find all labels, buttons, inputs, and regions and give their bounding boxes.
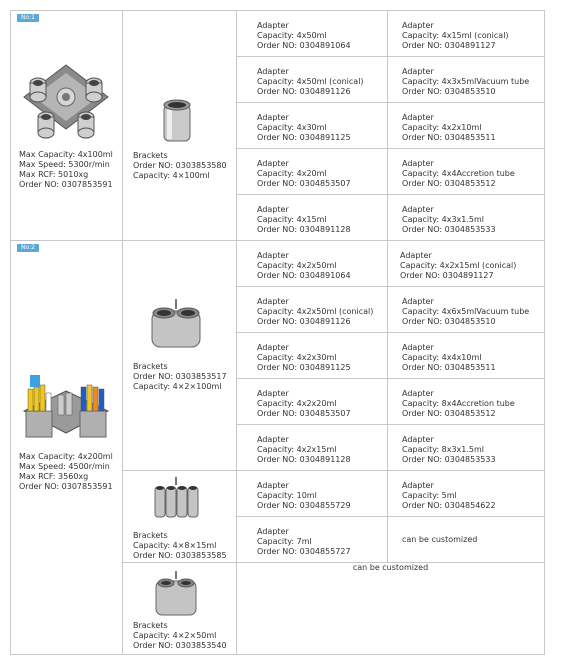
adapter-cell [388, 57, 545, 103]
adapter-label: Adapter [257, 205, 289, 214]
adapter-cell [388, 379, 545, 425]
adapter-order: Order NO: 0304891064 [257, 41, 351, 50]
adapter-label: Adapter [257, 113, 289, 122]
spec-line: Max Speed: 5300r/min [19, 160, 110, 169]
adapter-order: Order NO: 0304891064 [257, 271, 351, 280]
adapter-capacity: Capacity: 7ml [257, 537, 312, 546]
adapter-cell [388, 149, 545, 195]
adapter-capacity: Capacity: 4x50ml [257, 31, 327, 40]
spec-line: Max Capacity: 4x100ml [19, 150, 113, 159]
adapter-label: Adapter [402, 481, 434, 490]
adapter-cell [388, 517, 545, 563]
adapter-cell [388, 333, 545, 379]
bracket-capacity: Capacity: 4×100ml [133, 171, 210, 180]
adapter-capacity: Capacity: 5ml [402, 491, 457, 500]
adapter-capacity: Capacity: 10ml [257, 491, 317, 500]
bracket-capacity: Capacity: 4×2×100ml [133, 382, 222, 391]
adapter-order: Order NO: 0304855727 [257, 547, 351, 556]
adapter-order: Order NO: 0304891125 [257, 363, 351, 372]
spec-line: Order NO: 0307853591 [19, 180, 113, 189]
customized-note: can be customized [352, 563, 429, 572]
adapter-capacity: Capacity: 4x15ml (conical) [402, 31, 509, 40]
product-table [10, 10, 545, 655]
adapter-order: Order NO: 0304891127 [400, 271, 494, 280]
bracket-image [153, 571, 199, 619]
bracket-label: Brackets [133, 621, 168, 630]
adapter-cell [388, 471, 545, 517]
adapter-order: Order NO: 0304891128 [257, 225, 351, 234]
adapter-cell [237, 379, 388, 425]
adapter-label: Adapter [402, 67, 434, 76]
adapter-order: Order NO: 0304854622 [402, 501, 496, 510]
adapter-capacity: Capacity: 4x3x5mlVacuum tube [402, 77, 530, 86]
adapter-label: Adapter [257, 389, 289, 398]
rotor-1-specs [19, 150, 113, 190]
bracket-order: Order NO: 0303853540 [133, 641, 227, 650]
adapter-cell [388, 287, 545, 333]
bracket-label: Brackets [133, 151, 168, 160]
adapter-label: Adapter [402, 113, 434, 122]
adapter-cell [388, 241, 545, 287]
adapter-capacity: Capacity: 4x4Accretion tube [402, 169, 515, 178]
adapter-order: Order NO: 0304891126 [257, 317, 351, 326]
adapter-order: Order NO: 0304853510 [402, 317, 496, 326]
adapter-cell [388, 195, 545, 241]
bracket-label: Brackets [133, 362, 168, 371]
bracket-2-cell [123, 241, 237, 471]
adapter-capacity: Capacity: 4x2x10ml [402, 123, 482, 132]
adapter-label: Adapter [257, 21, 289, 30]
adapter-order: Order NO: 0304853512 [402, 179, 496, 188]
bracket-image [161, 99, 193, 147]
spec-line: Max Capacity: 4x200ml [19, 452, 113, 461]
adapter-capacity: Capacity: 4x20ml [257, 169, 327, 178]
adapter-order: Order NO: 0304853533 [402, 225, 496, 234]
adapter-cell [237, 333, 388, 379]
adapter-label: Adapter [257, 343, 289, 352]
adapter-label: Adapter [257, 67, 289, 76]
rotor-tag: No:2 [17, 244, 39, 252]
adapter-capacity: Capacity: 4x50ml (conical) [257, 77, 364, 86]
adapter-capacity: Capacity: 4x30ml [257, 123, 327, 132]
adapter-cell [237, 517, 388, 563]
adapter-cell [388, 11, 545, 57]
adapter-capacity: Capacity: 4x2x30ml [257, 353, 337, 362]
adapter-label: Adapter [402, 297, 434, 306]
adapter-cell [237, 149, 388, 195]
adapter-label: Adapter [402, 159, 434, 168]
bracket-order: Order NO: 0303853517 [133, 372, 227, 381]
adapter-label: Adapter [402, 435, 434, 444]
spec-line: Max Speed: 4500r/min [19, 462, 110, 471]
adapter-label: Adapter [402, 389, 434, 398]
bracket-image [151, 477, 201, 521]
adapter-order: Order NO: 0304853507 [257, 409, 351, 418]
spec-line: Order NO: 0307853591 [19, 482, 113, 491]
adapter-capacity: Capacity: 8x4Accretion tube [402, 399, 515, 408]
rotor-2-cell [11, 241, 123, 655]
adapter-label: Adapter [257, 435, 289, 444]
adapter-capacity: Capacity: 4x2x50ml [257, 261, 337, 270]
adapter-label: Adapter [257, 251, 289, 260]
adapter-capacity: Capacity: 4x15ml [257, 215, 327, 224]
rotor-tag: No:1 [17, 14, 39, 22]
adapter-cell [237, 103, 388, 149]
adapter-capacity: Capacity: 4x2x20ml [257, 399, 337, 408]
adapter-label: Adapter [257, 159, 289, 168]
adapter-capacity: Capacity: 4x2x50ml (conical) [257, 307, 374, 316]
adapter-capacity: Capacity: 4x2x15ml (conical) [400, 261, 517, 270]
adapter-cell [388, 425, 545, 471]
adapter-order: Order NO: 0304853507 [257, 179, 351, 188]
rotor-1-cell [11, 11, 123, 241]
adapter-label: Adapter [402, 205, 434, 214]
spec-line: Max RCF: 5010xg [19, 170, 89, 179]
adapter-label: Adapter [257, 297, 289, 306]
bracket-label: Brackets [133, 531, 168, 540]
adapter-order: Order NO: 0304891125 [257, 133, 351, 142]
adapter-order: Order NO: 0304891128 [257, 455, 351, 464]
adapter-capacity: Capacity: 4x4x10ml [402, 353, 482, 362]
adapter-capacity: Capacity: 8x3x1.5ml [402, 445, 485, 454]
adapter-label: Adapter [400, 251, 432, 260]
rotor-1-image [16, 59, 116, 151]
customized-note: can be customized [402, 535, 478, 544]
adapter-cell [237, 287, 388, 333]
adapter-order: Order NO: 0304891127 [402, 41, 496, 50]
adapter-order: Order NO: 0304891126 [257, 87, 351, 96]
adapter-cell [237, 57, 388, 103]
adapter-cell [237, 11, 388, 57]
rotor-2-image [16, 371, 116, 451]
adapter-capacity: Capacity: 4x2x15ml [257, 445, 337, 454]
rotor-2-specs [19, 452, 113, 492]
adapter-cell [237, 241, 388, 287]
adapter-order: Order NO: 0304853512 [402, 409, 496, 418]
adapter-order: Order NO: 0304855729 [257, 501, 351, 510]
adapter-order: Order NO: 0304853511 [402, 363, 496, 372]
bracket-3-cell [123, 471, 237, 563]
bracket-capacity: Capacity: 4×8×15ml [133, 541, 217, 550]
bracket-order: Order NO: 0303853580 [133, 161, 227, 170]
adapter-label: Adapter [402, 21, 434, 30]
adapter-cell [237, 195, 388, 241]
adapter-capacity: Capacity: 4x3x1.5ml [402, 215, 485, 224]
adapter-cell [237, 471, 388, 517]
bracket-1-cell [123, 11, 237, 241]
adapter-order: Order NO: 0304853511 [402, 133, 496, 142]
bracket-image [148, 299, 204, 351]
customized-cell [237, 563, 545, 655]
bracket-4-cell [123, 563, 237, 655]
adapter-label: Adapter [257, 481, 289, 490]
spec-line: Max RCF: 3560xg [19, 472, 89, 481]
bracket-order: Order NO: 0303853585 [133, 551, 227, 560]
adapter-cell [237, 425, 388, 471]
adapter-order: Order NO: 0304853510 [402, 87, 496, 96]
adapter-cell [388, 103, 545, 149]
adapter-label: Adapter [257, 527, 289, 536]
adapter-label: Adapter [402, 343, 434, 352]
adapter-order: Order NO: 0304853533 [402, 455, 496, 464]
bracket-capacity: Capacity: 4×2×50ml [133, 631, 217, 640]
adapter-capacity: Capacity: 4x6x5mlVacuum tube [402, 307, 530, 316]
